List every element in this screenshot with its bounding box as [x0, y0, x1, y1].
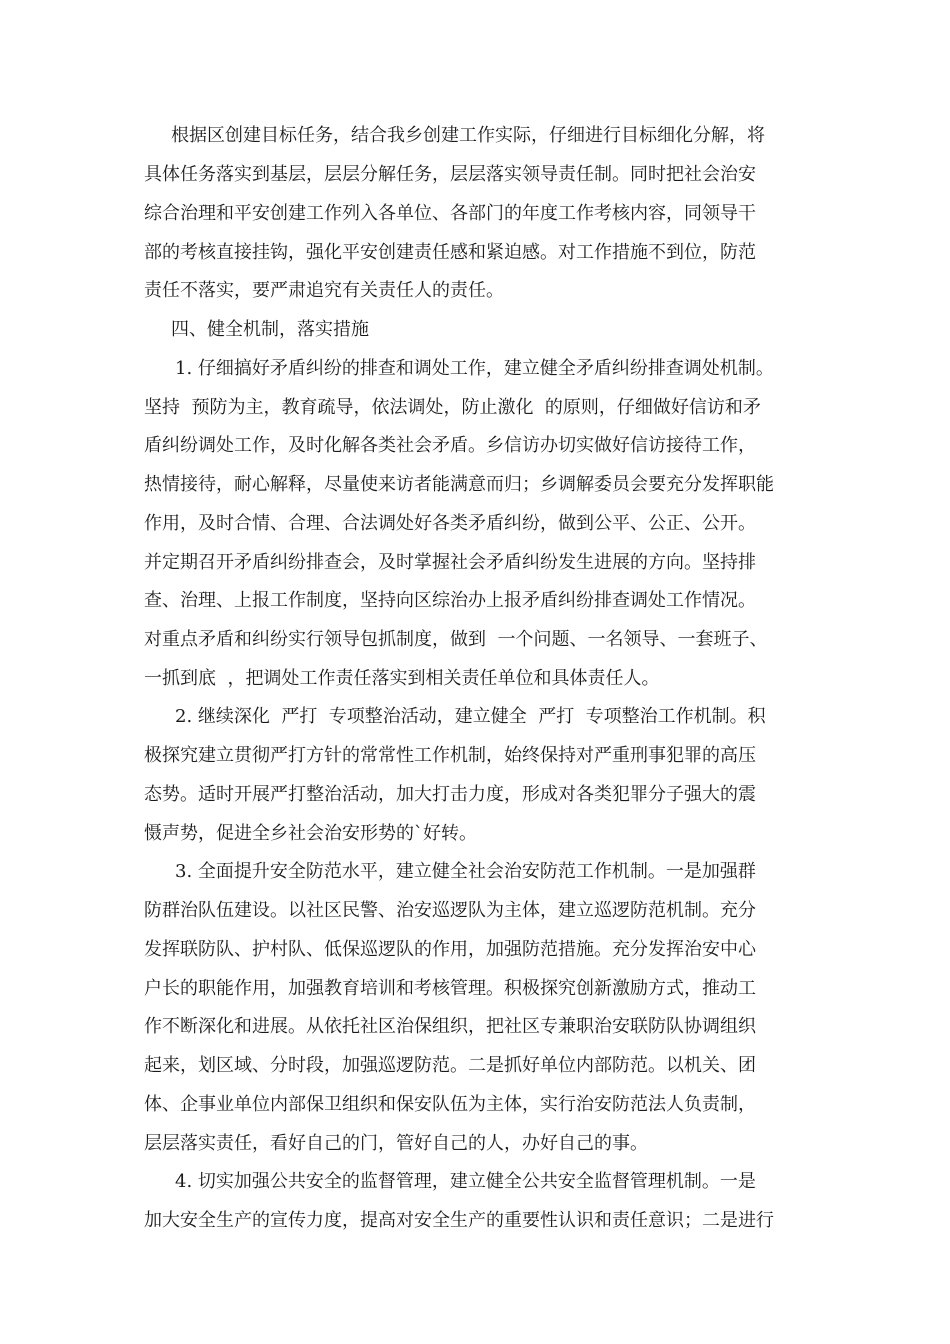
item-3-line-4: 户长的职能作用，加强教育培训和考核管理。积极探究创新激励方式，推动工 [144, 978, 756, 999]
item-1-line-8: 对重点矛盾和纠纷实行领导包抓制度，做到 一个问题、一名领导、一套班子、 [144, 629, 768, 650]
item-1-line-2: 坚持 预防为主，教育疏导，依法调处，防止激化 的原则，仔细做好信访和矛 [144, 397, 761, 418]
item-1-line-6: 并定期召开矛盾纠纷排查会，及时掌握社会矛盾纠纷发生进展的方向。坚持排 [144, 552, 756, 573]
item-2-line-3: 态势。适时开展严打整治活动，加大打击力度，形成对各类犯罪分子强大的震 [144, 784, 756, 805]
item-3-line-8: 层层落实责任，看好自己的门，管好自己的人，办好自己的事。 [144, 1133, 648, 1154]
item-3-line-2: 防群治队伍建设。以社区民警、治安巡逻队为主体，建立巡逻防范机制。充分 [144, 900, 756, 921]
paragraph-1-line-4: 部的考核直接挂钩，强化平安创建责任感和紧迫感。对工作措施不到位，防范 [144, 242, 756, 263]
item-3-line-6: 起来，划区域、分时段，加强巡逻防范。二是抓好单位内部防范。以机关、团 [144, 1055, 756, 1076]
item-3-line-3: 发挥联防队、护村队、低保巡逻队的作用，加强防范措施。充分发挥治安中心 [144, 939, 756, 960]
paragraph-1-line-5: 责任不落实，要严肃追究有关责任人的责任。 [144, 280, 504, 301]
item-4-line-1: 4. 切实加强公共安全的监督管理，建立健全公共安全监督管理机制。一是 [175, 1171, 756, 1192]
item-3-line-5: 作不断深化和进展。从依托社区治保组织，把社区专兼职治安联防队协调组织 [144, 1016, 756, 1037]
item-3-line-1: 3. 全面提升安全防范水平，建立健全社会治安防范工作机制。一是加强群 [175, 861, 756, 882]
item-1-line-9: 一抓到底 ，把调处工作责任落实到相关责任单位和具体责任人。 [144, 668, 660, 689]
paragraph-1-line-1: 根据区创建目标任务，结合我乡创建工作实际，仔细进行目标细化分解，将 [171, 125, 765, 146]
paragraph-1-line-3: 综合治理和平安创建工作列入各单位、各部门的年度工作考核内容，同领导干 [144, 203, 756, 224]
item-2-line-4: 慑声势，促进全乡社会治安形势的`好转。 [144, 823, 477, 844]
item-2-line-2: 极探究建立贯彻严打方针的常常性工作机制，始终保持对严重刑事犯罪的高压 [144, 745, 756, 766]
item-1-line-5: 作用，及时合情、合理、合法调处好各类矛盾纠纷，做到公平、公正、公开。 [144, 513, 756, 534]
item-3-line-7: 体、企事业单位内部保卫组织和保安队伍为主体，实行治安防范法人负责制， [144, 1094, 756, 1115]
item-1-line-3: 盾纠纷调处工作，及时化解各类社会矛盾。乡信访办切实做好信访接待工作， [144, 435, 756, 456]
paragraph-1-line-2: 具体任务落实到基层，层层分解任务，层层落实领导责任制。同时把社会治安 [144, 164, 756, 185]
item-4-line-2: 加大安全生产的宣传力度，提高对安全生产的重要性认识和责任意识；二是进行 [144, 1210, 774, 1231]
section-heading-4: 四、健全机制，落实措施 [171, 319, 369, 340]
item-2-line-1: 2. 继续深化 严打 专项整治活动，建立健全 严打 专项整治工作机制。积 [175, 706, 766, 727]
item-1-line-7: 查、治理、上报工作制度，坚持向区综治办上报矛盾纠纷排查调处工作情况。 [144, 590, 756, 611]
item-1-line-4: 热情接待，耐心解释，尽量使来访者能满意而归；乡调解委员会要充分发挥职能 [144, 474, 774, 495]
item-1-line-1: 1. 仔细搞好矛盾纠纷的排查和调处工作，建立健全矛盾纠纷排查调处机制。 [175, 358, 774, 379]
